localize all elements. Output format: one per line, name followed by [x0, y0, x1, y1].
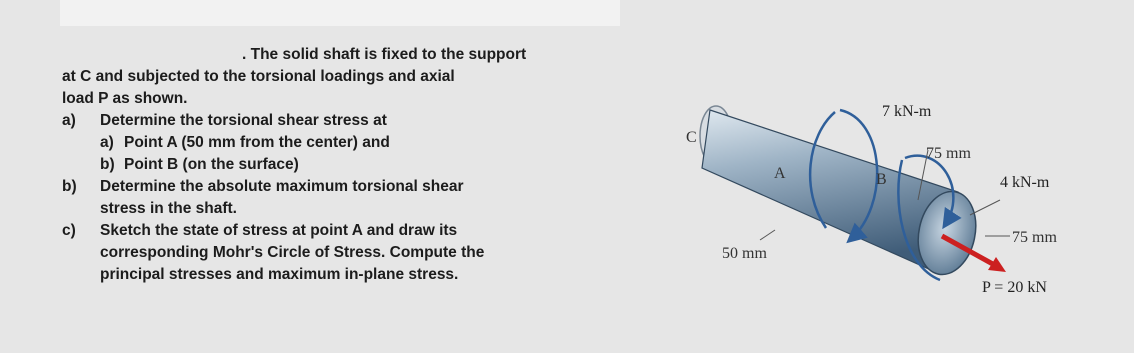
torque-label-2: 4 kN-m [1000, 174, 1050, 191]
part-a-text: Determine the torsional shear stress at [100, 112, 387, 129]
intro-line-2: at C and subjected to the torsional loadings and axial [62, 68, 455, 85]
point-a-label: A [774, 165, 786, 182]
support-label: C [686, 129, 697, 146]
problem-statement [62, 44, 622, 286]
part-c-text: Sketch the state of stress at point A and draw its [100, 222, 458, 239]
part-b-label: b) [62, 178, 77, 195]
dim-leader-4 [760, 230, 775, 240]
part-a-sub-b-text: Point B (on the surface) [124, 156, 299, 173]
part-a-sub-a-text: Point A (50 mm from the center) and [124, 134, 390, 151]
part-a-sub-a-label: a) [100, 134, 114, 151]
load-label: P = 20 kN [982, 279, 1047, 296]
part-c [62, 220, 622, 242]
part-b [62, 176, 622, 198]
shaft-figure [640, 40, 1134, 353]
part-a-label: a) [62, 112, 76, 129]
shaft-diagram [640, 40, 1134, 353]
part-b-text: Determine the absolute maximum torsional shear [100, 178, 464, 195]
intro-line-1: . The solid shaft is fixed to the support [242, 46, 527, 63]
intro-line-3: load P as shown. [62, 90, 188, 107]
torque-label-1: 7 kN-m [882, 103, 932, 120]
dim-label-2: 75 mm [1012, 229, 1057, 246]
part-a-sub-a [62, 132, 622, 154]
point-b-label: B [876, 171, 887, 188]
part-a-sub-b [62, 154, 622, 176]
header-bar [60, 0, 620, 26]
part-a [62, 110, 622, 132]
dim-label-3: 50 mm [722, 245, 767, 262]
part-c-continuation-1: corresponding Mohr's Circle of Stress. Compute the [100, 244, 485, 261]
part-a-sub-b-label: b) [100, 156, 115, 173]
dim-label-1: 75 mm [926, 145, 971, 162]
part-c-continuation-2: principal stresses and maximum in-plane stress. [100, 266, 459, 283]
part-c-label: c) [62, 222, 76, 239]
part-b-continuation: stress in the shaft. [100, 200, 237, 217]
dim-leader-2 [970, 200, 1000, 215]
